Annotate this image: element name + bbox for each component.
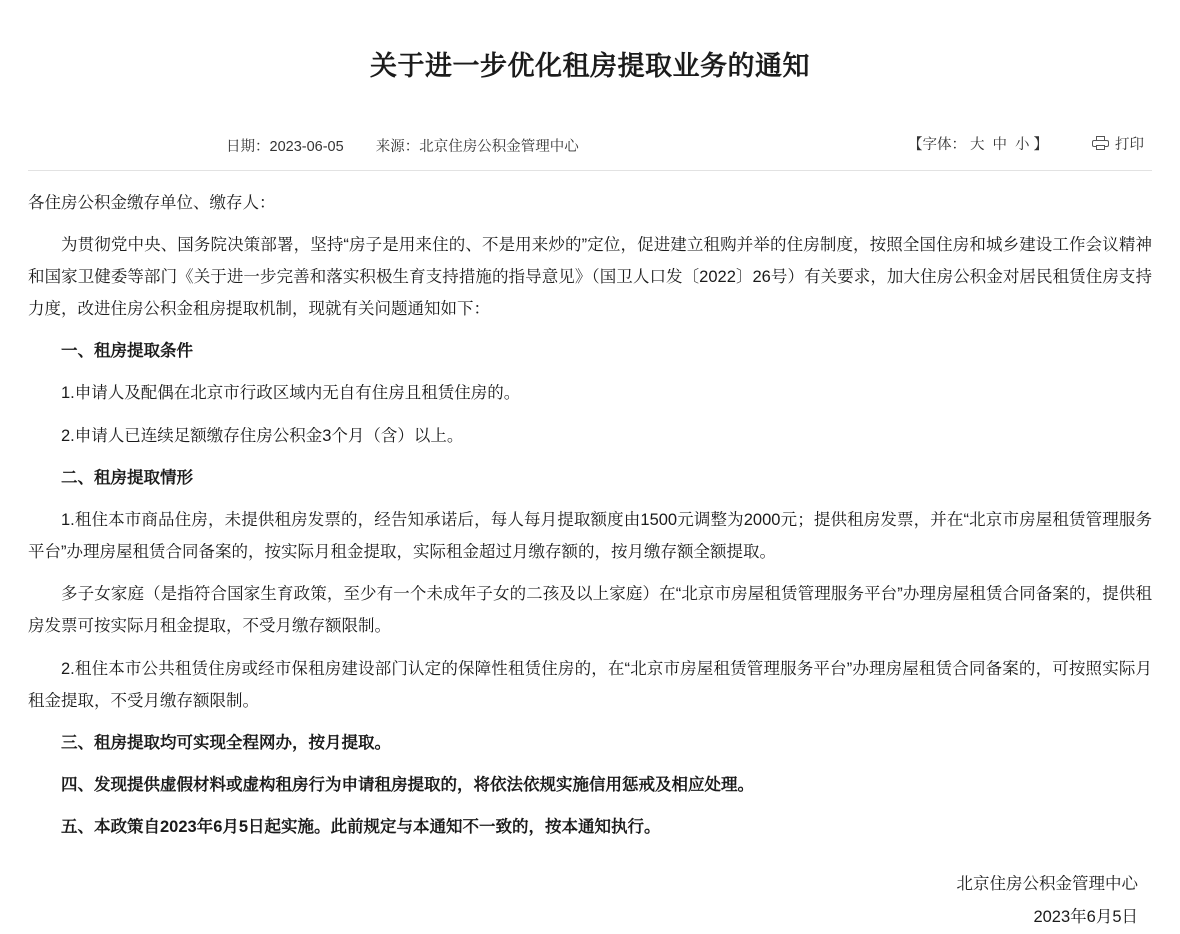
font-size-medium[interactable]: 中 [992, 136, 1007, 153]
paragraph-section-1-item-1: 1.申请人及配偶在北京市行政区域内无自有住房且租赁住房的。 [61, 384, 521, 403]
paragraph-preamble: 为贯彻党中央、国务院决策部署，坚持“房子是用来住的、不是用来炒的”定位，促进建立租购并举的住房制度，按照全国住房和城乡建设工作会议精神和国家卫健委等部门《关于进一步完善和落实积极生育支持措施的指导意见》（国卫人口发〔2022〕26号）有关要求，加大住房公积金对居民租赁住房支持力度，改进住房公积金租房提取机制，现就有关问题通知如下： [28, 235, 1152, 319]
paragraph-section-5-head: 五、本政策自2023年6月5日起实施。此前规定与本通知不一致的，按本通知执行。 [61, 818, 661, 837]
publish-date [226, 139, 344, 155]
paragraph-section-2-item-2: 2.租住本市公共租赁住房或经市保租房建设部门认定的保障性租赁住房的，在“北京市房屋租赁管理服务平台”办理房屋租赁合同备案的，可按照实际月租金提取，不受月缴存额限制。 [28, 659, 1152, 710]
font-size-prefix: 【字体： [908, 136, 966, 153]
source-value: 北京住房公积金管理中心 [419, 138, 579, 155]
publish-date-label: 日期： [226, 138, 270, 155]
meta-left-group [226, 135, 579, 156]
page-title: 关于进一步优化租房提取业务的通知 [370, 51, 810, 82]
print-button[interactable] [1092, 133, 1144, 154]
paragraph-section-2-item-1-note: 多子女家庭（是指符合国家生育政策，至少有一个未成年子女的二孩及以上家庭）在“北京市房屋租赁管理服务平台”办理房屋租赁合同备案的，提供租房发票可按实际月租金提取，不受月缴存额限制。 [28, 585, 1152, 636]
font-size-suffix: 】 [1033, 136, 1048, 153]
paragraph-section-4-head: 四、发现提供虚假材料或虚构租房行为申请租房提取的，将依法依规实施信用惩戒及相应处理。 [61, 776, 754, 795]
source [376, 139, 579, 155]
signature-organization: 北京住房公积金管理中心 [956, 874, 1138, 893]
document-page [0, 18, 1180, 926]
paragraph-section-1-item-2: 2.申请人已连续足额缴存住房公积金3个月（含）以上。 [61, 426, 464, 445]
paragraph-section-1-head: 一、租房提取条件 [61, 342, 193, 361]
document-body [28, 171, 1152, 844]
publish-date-value: 2023-06-05 [269, 138, 344, 155]
document-signature [28, 854, 1152, 934]
font-size-large[interactable]: 大 [970, 136, 985, 153]
printer-icon [1092, 136, 1109, 150]
font-size-small[interactable]: 小 [1015, 136, 1030, 153]
print-button-label: 打印 [1115, 136, 1144, 153]
document-meta-bar [28, 111, 1152, 171]
source-label: 来源： [375, 138, 420, 155]
paragraph-section-3-head: 三、租房提取均可实现全程网办，按月提取。 [61, 734, 391, 752]
paragraph-salutation: 各住房公积金缴存单位、缴存人： [28, 193, 276, 212]
paragraph-section-2-item-1: 1.租住本市商品住房，未提供租房发票的，经告知承诺后，每人每月提取额度由1500元调整为2000元；提供租房发票，并在“北京市房屋租赁管理服务平台”办理房屋租赁合同备案的，按实际月租金提取，实际租金超过月缴存额的，按月缴存额全额提取。 [28, 510, 1152, 562]
paragraph-section-2-head: 二、租房提取情形 [61, 468, 193, 487]
meta-right-group [908, 133, 1144, 154]
signature-date: 2023年6月5日 [1033, 907, 1138, 926]
font-size-controls [908, 133, 1048, 154]
